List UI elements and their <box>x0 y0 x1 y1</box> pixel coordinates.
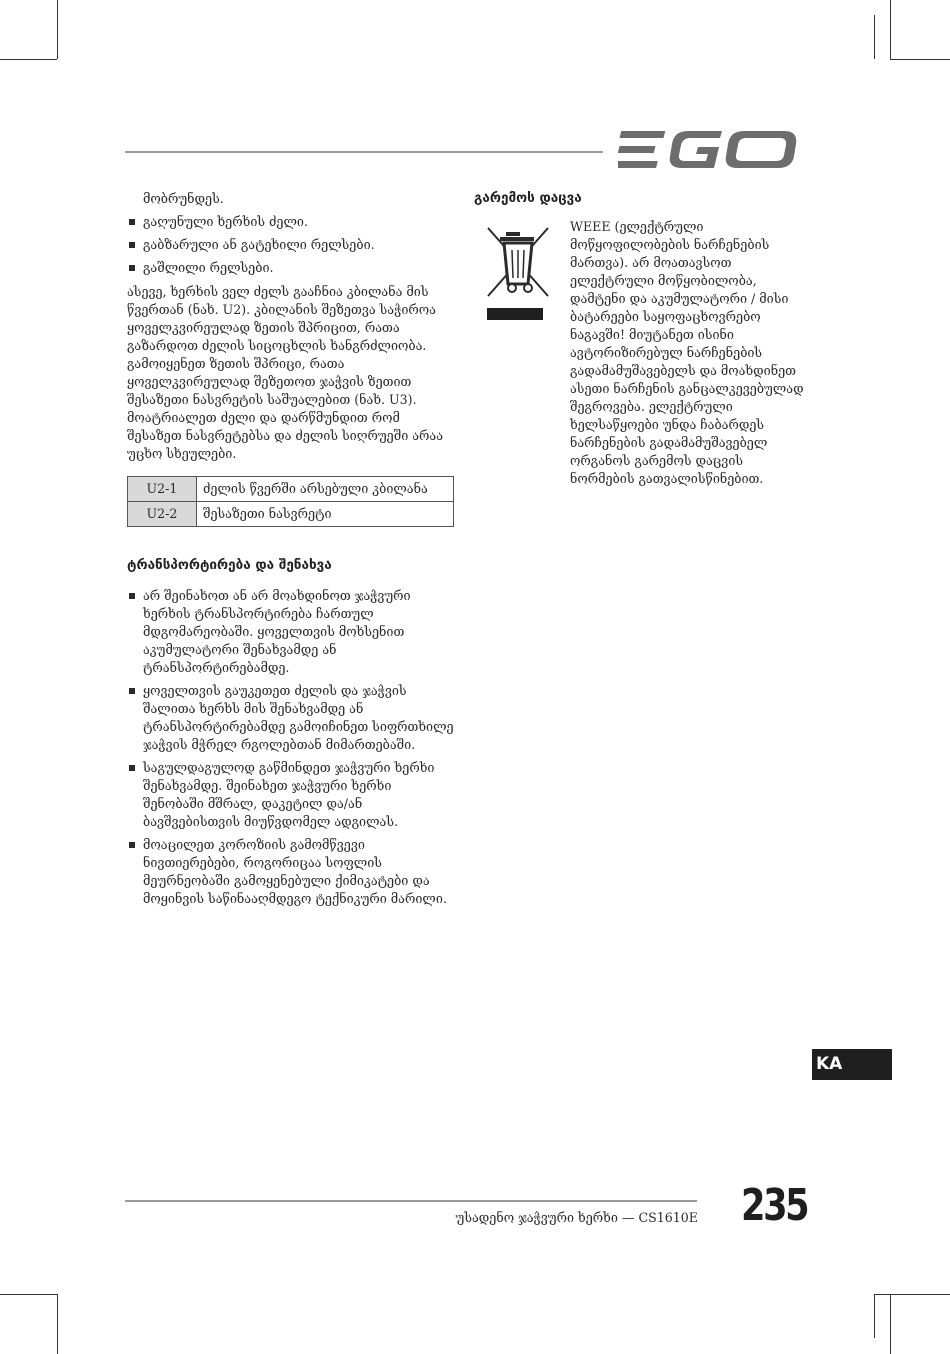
crop-mark <box>57 0 58 59</box>
environment-heading: გარემოს დაცვა <box>474 190 582 206</box>
transport-heading: ტრანსპორტირება და შენახვა <box>127 557 332 573</box>
crop-mark <box>874 1294 875 1338</box>
lubrication-paragraph: ასევე, ხერხის ველ ძელს გააჩნია კბილანა მის წვერთან (ნახ. U2). კბილანის შეზეთვა საჭიროა ყოველკვირეულად ზეთის შპრიცით, რათა გაზარდოთ ძელის სიცოცხლის ხანგრძლიობა. გამოიყენეთ ზეთის შპრიცი, რათა ყოველკვირეულად შეზეთოთ ჯაჭვის ზეთით შესაზეთი ნასვრეტის საშუალებით (ნახ. U3). მოატრიალეთ ძელი და დარწმუნდით რომ შესაზეთ ნასვრეტებსა და ძელის სიღრუეში არაა უცხო სხეულები. <box>127 284 444 461</box>
list-item: საგულდაგულოდ გაწმინდეთ ჯაჭვური ხერხი შენახვამდე. შეინახეთ ჯაჭვური ხერხი შენობაში მშრალ, დაკეტილ და/ან ბავშვებისთვის მიუწვდომელ ადგილას. <box>127 759 455 831</box>
table-row <box>128 502 454 527</box>
crop-mark <box>874 1294 950 1295</box>
language-tab: KA <box>812 1049 892 1080</box>
header-rule <box>125 151 603 153</box>
list-item: გაბზარული ან გატეხილი რელსები. <box>127 236 455 254</box>
table-code: U2-2 <box>128 502 197 527</box>
crop-mark <box>0 59 57 60</box>
continued-line: მობრუნდეს. <box>143 191 224 206</box>
crop-mark <box>57 1294 58 1354</box>
crop-mark <box>890 59 950 60</box>
list-item: გაშლილი რელსები. <box>127 259 455 277</box>
list-item: გაღუნული ხერხის ძელი. <box>127 213 455 231</box>
left-column <box>127 190 455 913</box>
weee-block <box>474 218 804 488</box>
crossed-bin-icon <box>482 222 554 322</box>
table-code: U2-1 <box>128 477 197 502</box>
page-number: 235 <box>741 1180 808 1231</box>
reference-table <box>127 476 454 527</box>
crop-mark <box>874 15 875 59</box>
list-item: არ შეინახოთ ან არ მოახდინოთ ჯაჭვური ხერხის ტრანსპორტირება ჩართულ მდგომარეობაში. ყოველთვის მოხსენით აკუმულატორი შენახვამდე ან ტრანსპორტირებამდე. <box>127 587 455 677</box>
footer-rule <box>125 1200 697 1202</box>
damage-list <box>127 213 455 277</box>
crop-mark <box>890 0 891 59</box>
footer-text: უსადენო ჯაჭვური ხერხი — CS1610E <box>455 1210 698 1225</box>
crop-mark <box>0 1294 57 1295</box>
weee-text: WEEE (ელექტრული მოწყოფილობების ნარჩენების მართვა). არ მოათავსოთ ელექტრული მოწყობილობა, დამტენი და აკუმულატორი / მისი ბატარეები საყოფაცხოვრებო ნაგავში! მიუტანეთ ისინი ავტორიზირებულ ნარჩენების გადამამუშავებელს და მოახდინეთ ასეთი ნარჩენის განცალკევებულად შეგროვება. ელექტრული ხელსაწყოები უნდა ჩაბარდეს ნარჩენების გადამამუშავებელ ორგანოს გარემოს დაცვის ნორმების გათვალისწინებით. <box>570 219 804 486</box>
table-desc: ძელის წვერში არსებული კბილანა <box>197 477 454 502</box>
crop-mark <box>890 1294 891 1354</box>
ego-logo <box>618 128 800 172</box>
table-row <box>128 477 454 502</box>
list-item: მოაცილეთ კოროზიის გამომწვევი ნივთიერებები, როგორიცაა სოფლის მეურნეობაში გამოყენებული ქიმიკატები და მოყინვის საწინააღმდეგო ტექნიკური მარილი. <box>127 836 455 908</box>
transport-list <box>127 587 455 908</box>
right-column <box>474 190 804 488</box>
table-desc: შესაზეთი ნასვრეტი <box>197 502 454 527</box>
transport-section <box>127 557 455 908</box>
list-item: ყოველთვის გაუკეთეთ ძელის და ჯაჭვის შალითა ხერხს მის შენახვამდე ან ტრანსპორტირებამდე გამოიჩინეთ სიფრთხილე ჯაჭვის მჭრელ რგოლებთან მიმართებაში. <box>127 682 455 754</box>
